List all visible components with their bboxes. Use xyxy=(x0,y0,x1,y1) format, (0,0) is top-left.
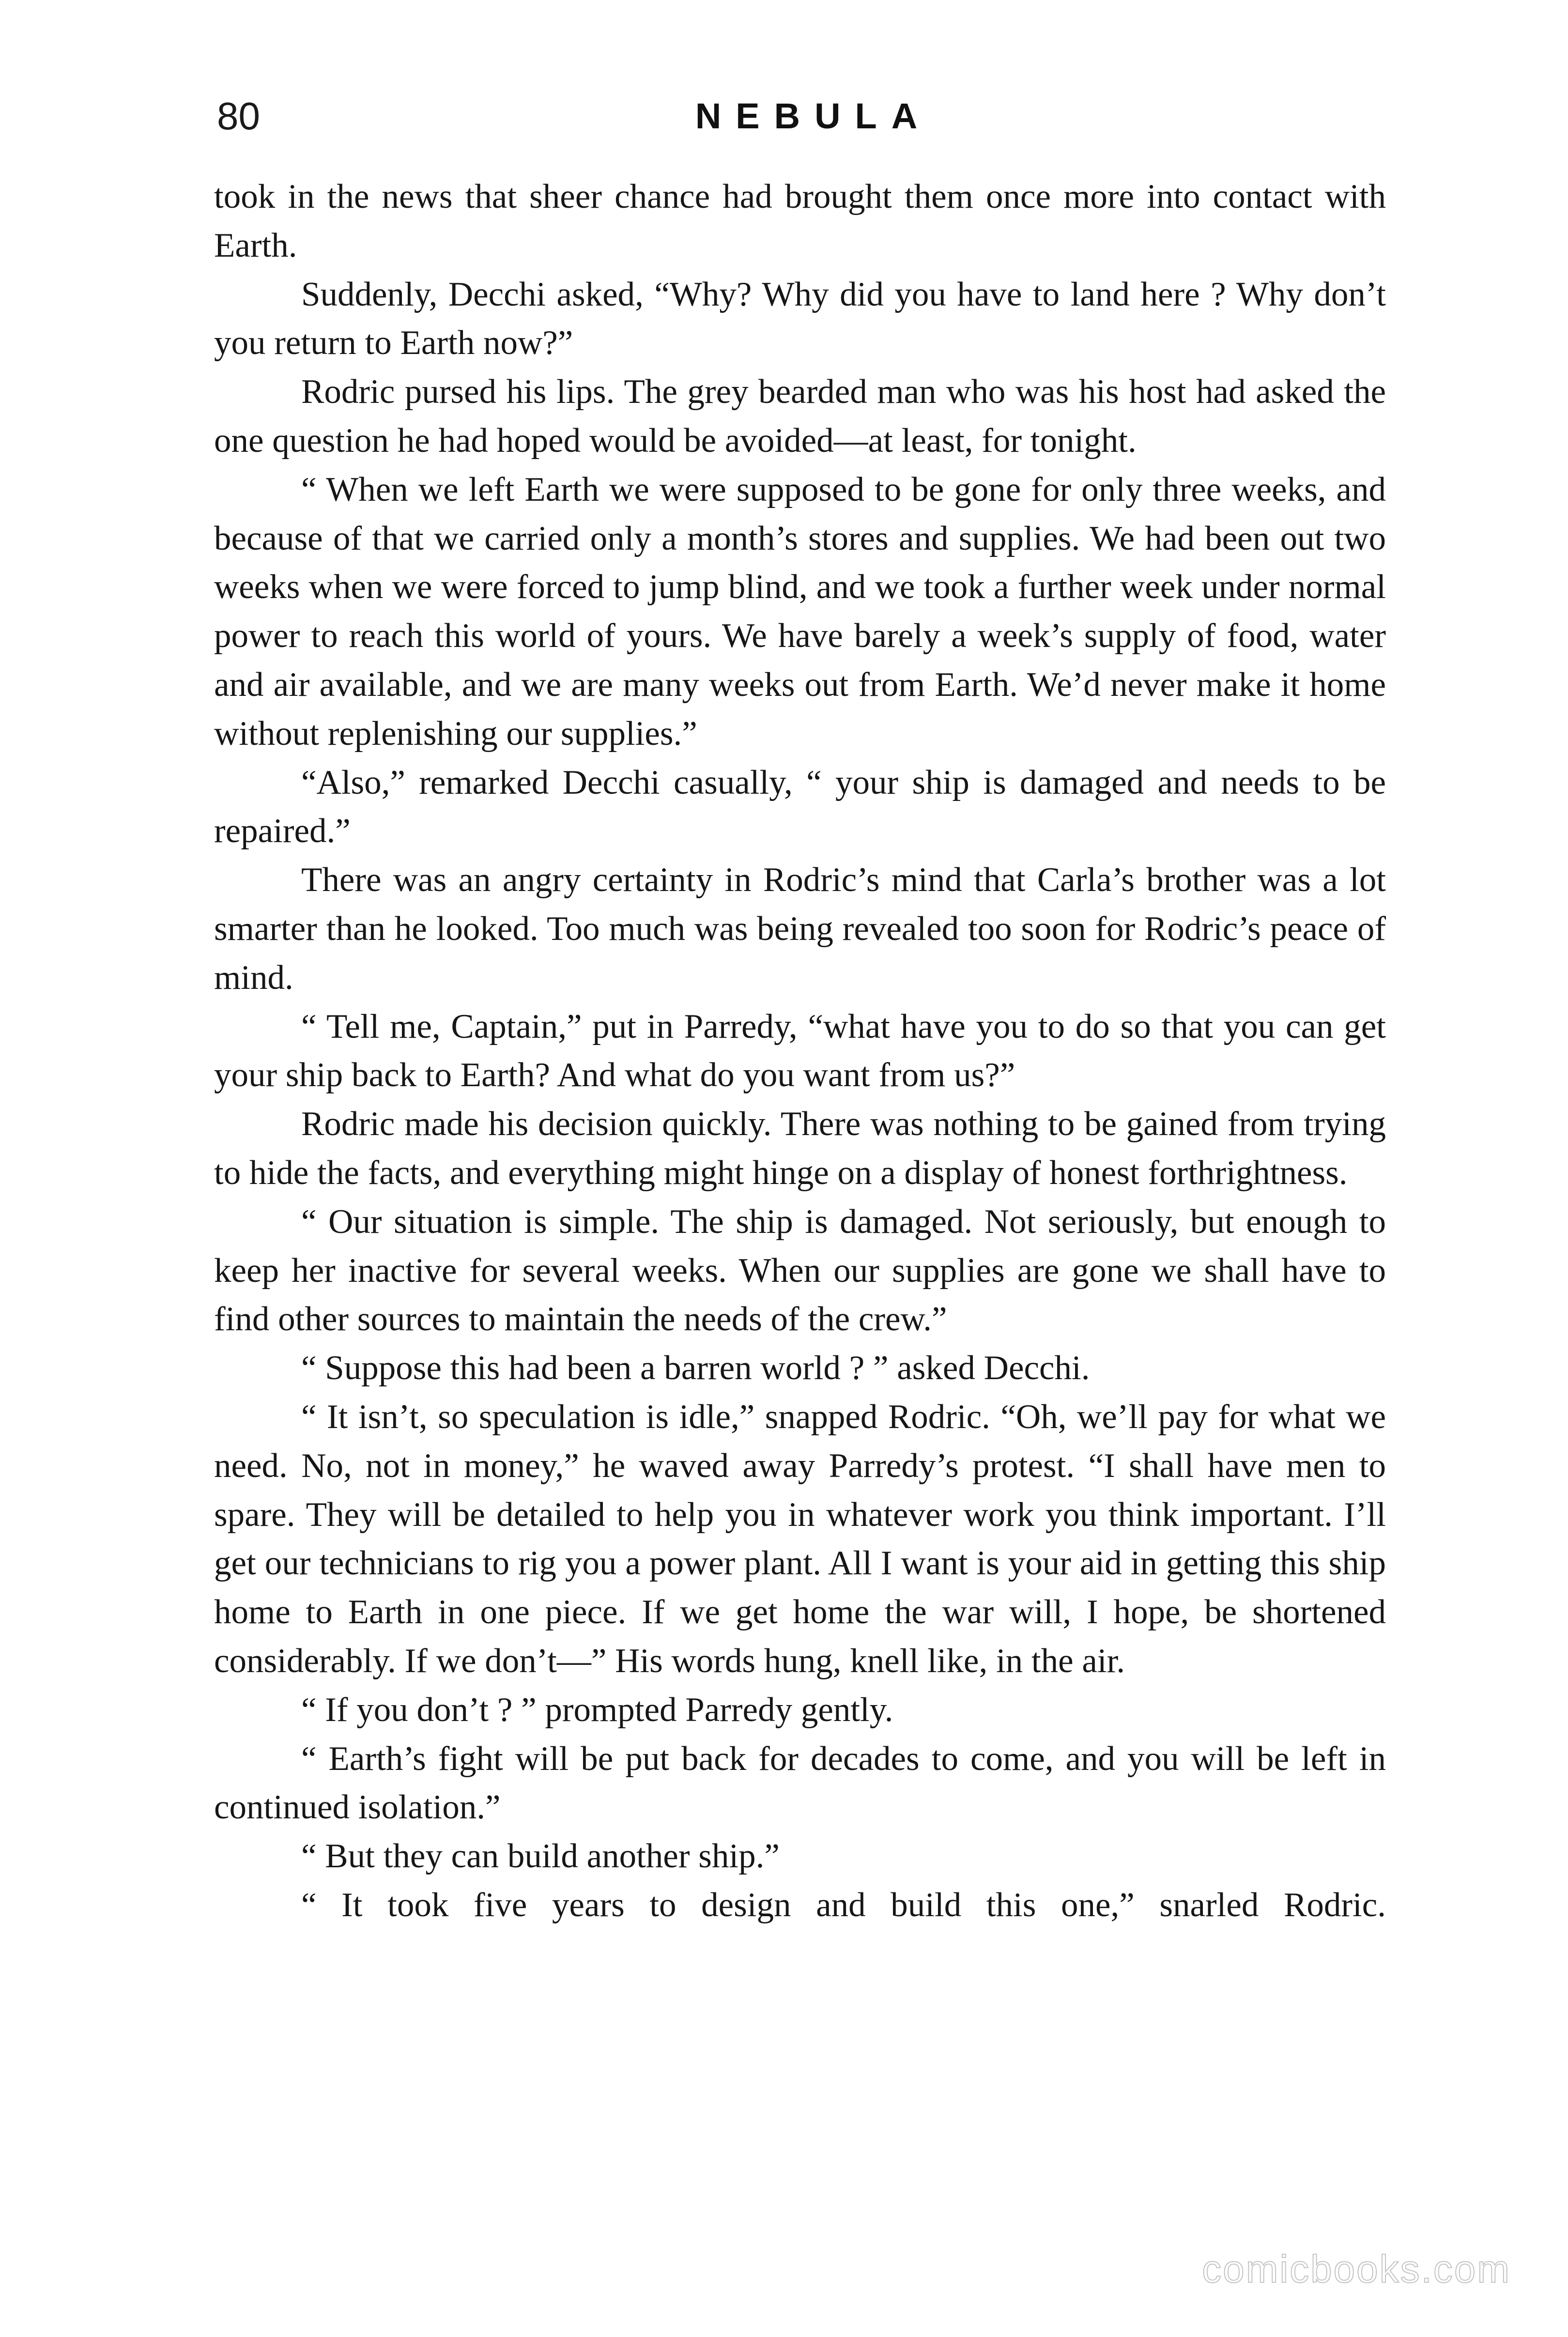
magazine-title: NEBULA xyxy=(695,96,932,136)
paragraph: took in the news that sheer chance had brought them once more into contact with Earth. xyxy=(214,178,1386,264)
paragraph: There was an angry certainty in Rodric’s mind that Carla’s brother was a lot smarter than he looked. Too much was being revealed too soon for Rodric’s peace of mind. xyxy=(214,861,1386,997)
paragraph: “ If you don’t ? ” prompted Parredy gently. xyxy=(301,1691,893,1729)
paragraph: Rodric pursed his lips. The grey bearded man who was his host had asked the one question he had hoped would be avoided—at least, for tonight. xyxy=(214,373,1386,460)
page-number: 80 xyxy=(217,94,260,138)
paragraph: Rodric made his decision quickly. There was nothing to be gained from trying to hide the facts, and everything might hinge on a display of honest forthrightness. xyxy=(214,1105,1386,1192)
paragraph: “ Suppose this had been a barren world ? ” asked Decchi. xyxy=(301,1349,1090,1387)
running-head xyxy=(213,87,1385,145)
paragraph: “ Our situation is simple. The ship is damaged. Not seriously, but enough to keep her inactive for several weeks. When our supplies are gone we shall have to find other sources to maintain the needs of the crew.” xyxy=(214,1202,1386,1338)
paragraph: “ Earth’s fight will be put back for decades to come, and you will be left in continued isolation.” xyxy=(214,1739,1386,1827)
paragraph: “Also,” remarked Decchi casually, “ your ship is damaged and needs to be repaired.” xyxy=(214,763,1386,850)
paragraph: “ But they can build another ship.” xyxy=(301,1837,780,1876)
paragraph: “ It took five years to design and build this one,” snarled Rodric. xyxy=(301,1886,1386,1924)
body-text xyxy=(214,172,1386,1930)
paragraph: Suddenly, Decchi asked, “Why? Why did you have to land here ? Why don’t you return to Earth now?” xyxy=(214,275,1386,362)
paragraph: “ When we left Earth we were supposed to be gone for only three weeks, and because of that we carried only a month’s stores and supplies. We had been out two weeks when we were forced to jump blind, and we took a further week under normal power to reach this world of yours. We have barely a week’s supply of food, water and air available, and we are many weeks out from Earth. We’d never make it home without replenishing our supplies.” xyxy=(214,470,1386,753)
paragraph: “ It isn’t, so speculation is idle,” snapped Rodric. “Oh, we’ll pay for what we need. No, not in money,” he waved away Parredy’s protest. “I shall have men to spare. They will be detailed to help you in whatever work you think important. I’ll get our technicians to rig you a power plant. All I want is your aid in getting this ship home to Earth in one piece. If we get home the war will, I hope, be shortened considerably. If we don’t—” His words hung, knell like, in the air. xyxy=(214,1398,1386,1680)
paragraph: “ Tell me, Captain,” put in Parredy, “what have you to do so that you can get your ship back to Earth? And what do you want from us?” xyxy=(214,1007,1386,1094)
watermark: comicbooks.com xyxy=(1202,2247,1511,2291)
